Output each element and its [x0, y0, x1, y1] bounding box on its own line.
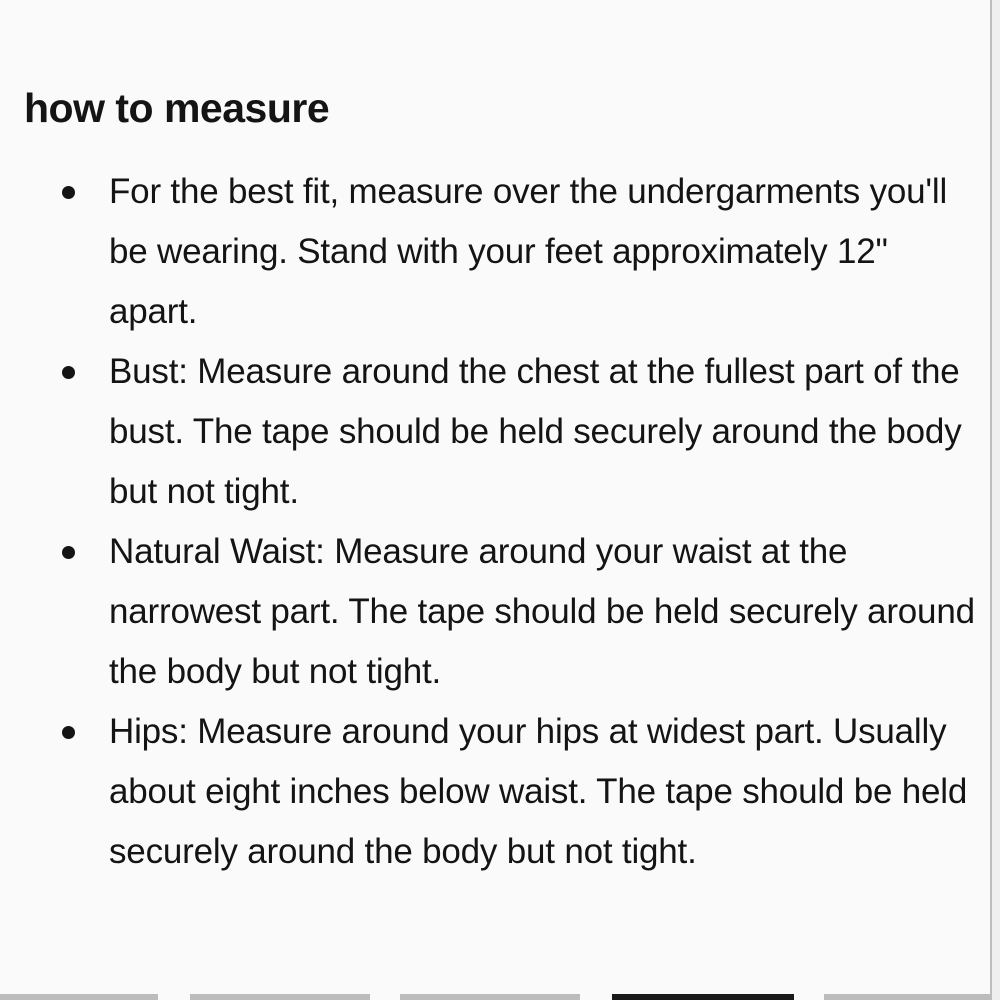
bottom-tab-strip — [0, 994, 990, 1000]
bottom-tab-4[interactable] — [612, 994, 794, 1000]
bottom-tab-3[interactable] — [400, 994, 580, 1000]
bullet-icon — [62, 186, 75, 199]
bottom-tab-5[interactable] — [824, 994, 990, 1000]
list-item-text: Natural Waist: Measure around your waist at the narrowest part. The tape should be held securely around the body but not tight. — [109, 532, 975, 691]
scrollbar-track[interactable] — [990, 0, 1000, 1000]
list-item — [0, 162, 980, 342]
bullet-icon — [62, 546, 75, 559]
bullet-icon — [62, 366, 75, 379]
list-item — [0, 342, 980, 522]
bottom-tab-2[interactable] — [190, 994, 370, 1000]
list-item — [0, 702, 980, 882]
list-item-text: Bust: Measure around the chest at the fullest part of the bust. The tape should be held securely around the body but not tight. — [109, 352, 962, 511]
list-item-text: Hips: Measure around your hips at widest part. Usually about eight inches below waist. The tape should be held securely around the body but not tight. — [109, 712, 968, 871]
measure-instructions-list — [0, 162, 980, 882]
bullet-icon — [62, 726, 75, 739]
list-item — [0, 522, 980, 702]
section-heading: how to measure — [24, 85, 330, 131]
list-item-text: For the best fit, measure over the undergarments you'll be wearing. Stand with your feet approximately 12" apart. — [109, 172, 948, 331]
bottom-tab-1[interactable] — [0, 994, 158, 1000]
